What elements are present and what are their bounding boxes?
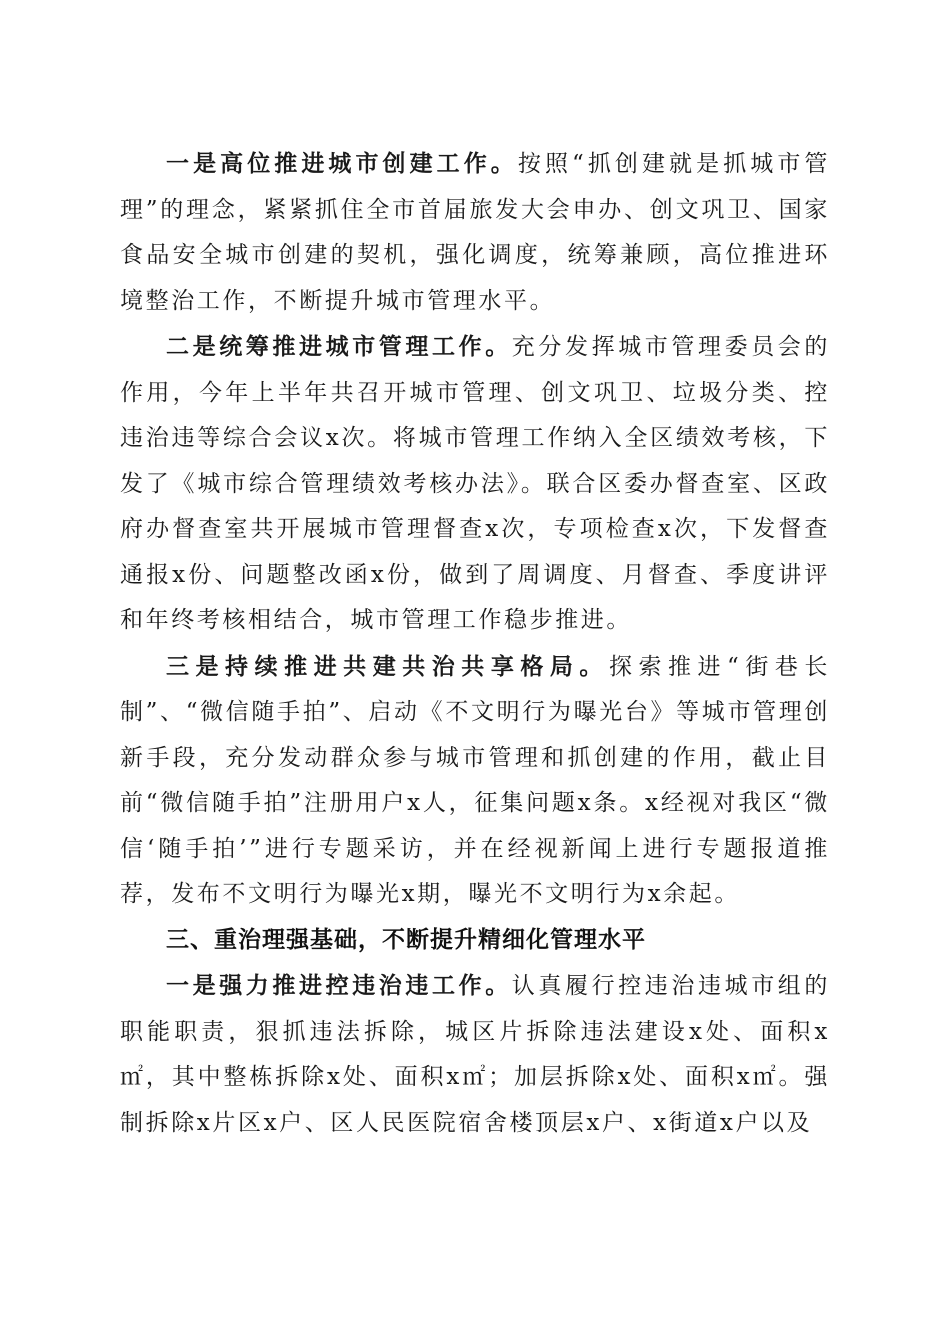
paragraph-lead: 三是持续推进共建共治共享格局。 <box>166 652 609 680</box>
paragraph-text: 充分发挥城市管理委员会的作用，今年上半年共召开城市管理、创文巩卫、垃圾分类、控违治违等综合会议x次。将城市管理工作纳入全区绩效考核，下发了《城市综合管理绩效考核办法》。联合区委办督查室、区政府办督查室共开展城市管理督查x次，专项检查x次，下发督查通报x份、问题整改函x份，做到了周调度、月督查、季度讲评和年终考核相结合，城市管理工作稳步推进。 <box>120 334 830 633</box>
paragraph-lead: 二是统筹推进城市管理工作。 <box>166 333 512 360</box>
paragraph-city-management <box>120 324 830 644</box>
paragraph-illegal-construction <box>120 963 830 1146</box>
paragraph-text: 探索推进“街巷长制”、“微信随手拍”、启动《不文明行为曝光台》等城市管理创新手段，充分发动群众参与城市管理和抓创建的作用，截止目前“微信随手拍”注册用户x人，征集问题x条。x经视对我区“微信‘随手拍’”进行专题采访，并在经视新闻上进行专题报道推荐，发布不文明行为曝光x期，曝光不文明行为x余起。 <box>120 653 830 907</box>
document-body <box>120 141 830 1146</box>
section-heading: 三、重治理强基础，不断提升精细化管理水平 <box>166 926 646 953</box>
paragraph-city-creation <box>120 141 830 324</box>
paragraph-co-governance <box>120 644 830 918</box>
paragraph-text: 按照“抓创建就是抓城市管理”的理念，紧紧抓住全市首届旅发大会申办、创文巩卫、国家食品安全城市创建的契机，强化调度，统筹兼顾，高位推进环境整治工作，不断提升城市管理水平。 <box>120 151 830 314</box>
paragraph-lead: 一是强力推进控违治违工作。 <box>166 972 512 999</box>
paragraph-lead: 一是高位推进城市创建工作。 <box>166 150 518 177</box>
paragraph-text: 认真履行控违治违城市组的职能职责，狠抓违法拆除，城区片拆除违法建设x处、面积x㎡，其中整栋拆除x处、面积x㎡；加层拆除x处、面积x㎡。强制拆除x片区x户、区人民医院宿舍楼顶层x户、x街道x户以及 <box>120 973 830 1136</box>
